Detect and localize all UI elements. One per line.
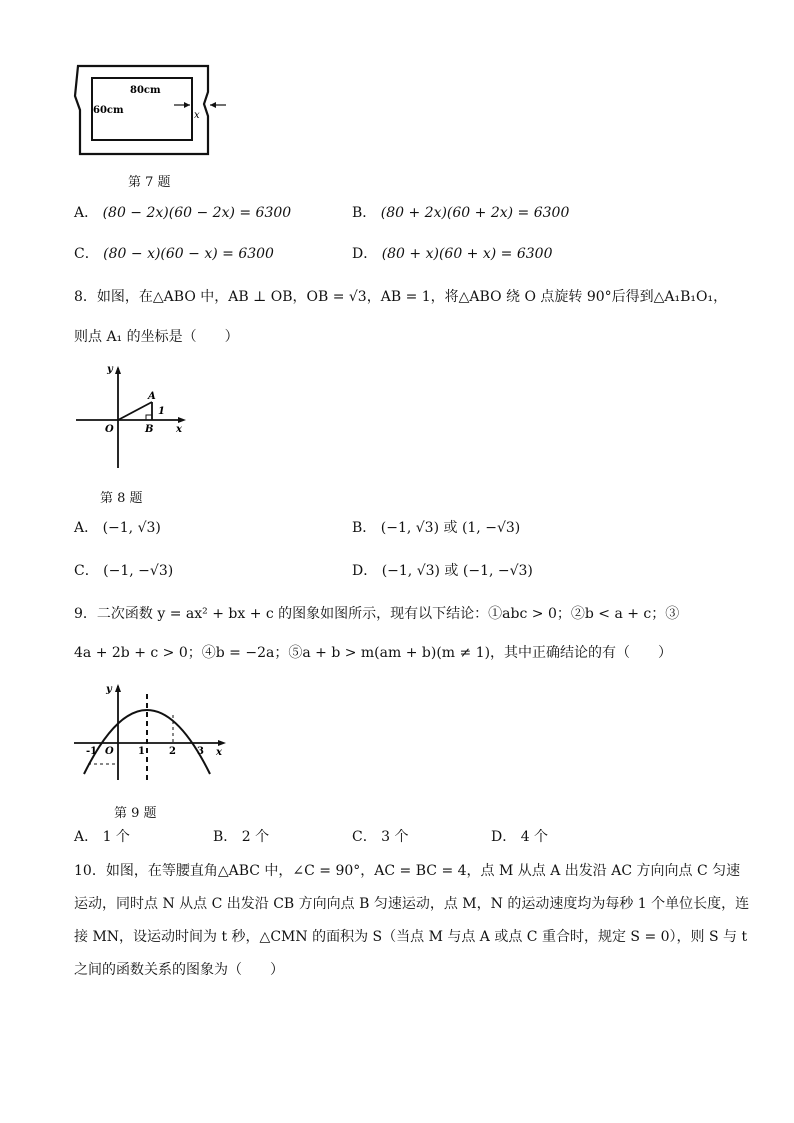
q9-fig-y: y — [106, 684, 112, 695]
q9-stem-line2: 4a + 2b + c > 0；④b = −2a；⑤a + b > m(am + b)(m ≠ 1)，其中正确结论的有（ ） — [74, 645, 673, 661]
q8-fig-o: O — [105, 424, 114, 435]
q7-caption: 第 7 题 — [128, 175, 171, 190]
q9-option-c[interactable] — [352, 826, 409, 846]
q8-option-c[interactable] — [74, 560, 173, 580]
q8-option-a-letter: A． — [74, 520, 99, 536]
q8-option-a[interactable] — [74, 517, 161, 537]
q9-fig-one: 1 — [138, 746, 145, 757]
q9-option-b-letter: B． — [213, 829, 238, 845]
q9-option-d[interactable] — [491, 826, 548, 846]
q7-label-60: 60cm — [93, 105, 124, 116]
q9-option-c-letter: C． — [352, 829, 377, 845]
q7-option-c[interactable] — [74, 243, 274, 263]
q10-stem-line1: 10．如图，在等腰直角△ABC 中，∠C = 90°，AC = BC = 4，点 M 从点 A 出发沿 AC 方向向点 C 匀速 — [74, 863, 741, 879]
q8-stem-line1: 8．如图，在△ABO 中，AB ⊥ OB，OB = √3，AB = 1，将△ABO 绕 O 点旋转 90°后得到△A₁B₁O₁， — [74, 289, 728, 305]
q7-option-d-letter: D． — [352, 246, 378, 262]
q9-fig-three: 3 — [197, 746, 204, 757]
q8-fig-y: y — [107, 364, 113, 375]
q8-caption: 第 8 题 — [100, 491, 143, 506]
q8-fig-x: x — [176, 424, 182, 435]
q9-figure — [72, 680, 232, 784]
q7-option-d[interactable] — [352, 243, 552, 263]
q7-option-b-eq: (80 + 2x)(60 + 2x) = 6300 — [380, 205, 570, 221]
q8-option-b-eq: (−1, √3) 或 (1, −√3) — [380, 520, 521, 536]
q10-stem-line2: 运动，同时点 N 从点 C 出发沿 CB 方向向点 B 匀速运动，点 M，N 的运动速度均为每秒 1 个单位长度，连 — [74, 896, 750, 912]
q10-stem-line3: 接 MN，设运动时间为 t 秒，△CMN 的面积为 S（当点 M 与点 A 或点 C 重合时，规定 S = 0），则 S 与 t — [74, 929, 748, 945]
q8-fig-one: 1 — [158, 406, 165, 417]
q7-label-80: 80cm — [130, 85, 161, 96]
q9-stem-line1: 9．二次函数 y = ax² + bx + c 的图象如图所示，现有以下结论：①abc > 0；②b < a + c；③ — [74, 606, 680, 622]
q7-option-c-eq: (80 − x)(60 − x) = 6300 — [103, 246, 274, 262]
q9-option-c-text: 3 个 — [381, 829, 409, 845]
q7-option-a[interactable] — [74, 202, 291, 222]
q7-option-b-letter: B． — [352, 205, 377, 221]
q9-option-b-text: 2 个 — [241, 829, 270, 845]
q7-figure — [72, 60, 232, 160]
q7-option-a-eq: (80 − 2x)(60 − 2x) = 6300 — [102, 205, 292, 221]
q9-option-d-text: 4 个 — [520, 829, 549, 845]
q8-option-d-eq: (−1, √3) 或 (−1, −√3) — [381, 563, 533, 579]
q7-option-d-eq: (80 + x)(60 + x) = 6300 — [381, 246, 553, 262]
q8-figure — [72, 362, 192, 472]
q8-option-a-eq: (−1, √3) — [102, 520, 161, 536]
q7-option-c-letter: C． — [74, 246, 99, 262]
q9-fig-neg1: -1 — [86, 746, 98, 757]
q7-label-x: x — [194, 110, 200, 121]
q8-fig-b: B — [145, 424, 154, 435]
q8-option-b-letter: B． — [352, 520, 377, 536]
q9-option-a-text: 1 个 — [102, 829, 130, 845]
q9-option-a[interactable] — [74, 826, 130, 846]
q10-stem-line4: 之间的函数关系的图象为（ ） — [74, 962, 284, 978]
q7-option-b[interactable] — [352, 202, 569, 222]
q8-option-d-letter: D． — [352, 563, 378, 579]
q7-option-a-letter: A． — [74, 205, 99, 221]
q8-option-c-eq: (−1, −√3) — [103, 563, 174, 579]
q9-option-d-letter: D． — [491, 829, 517, 845]
q9-fig-x: x — [216, 747, 222, 758]
q9-fig-two: 2 — [169, 746, 176, 757]
q8-option-d[interactable] — [352, 560, 533, 580]
q9-caption: 第 9 题 — [114, 806, 157, 821]
q8-option-c-letter: C． — [74, 563, 99, 579]
q8-stem-line2: 则点 A₁ 的坐标是（ ） — [74, 329, 239, 345]
q9-fig-o: O — [105, 746, 114, 757]
q9-option-a-letter: A． — [74, 829, 99, 845]
q9-option-b[interactable] — [213, 826, 269, 846]
q8-option-b[interactable] — [352, 517, 520, 537]
q8-fig-a: A — [148, 391, 156, 402]
